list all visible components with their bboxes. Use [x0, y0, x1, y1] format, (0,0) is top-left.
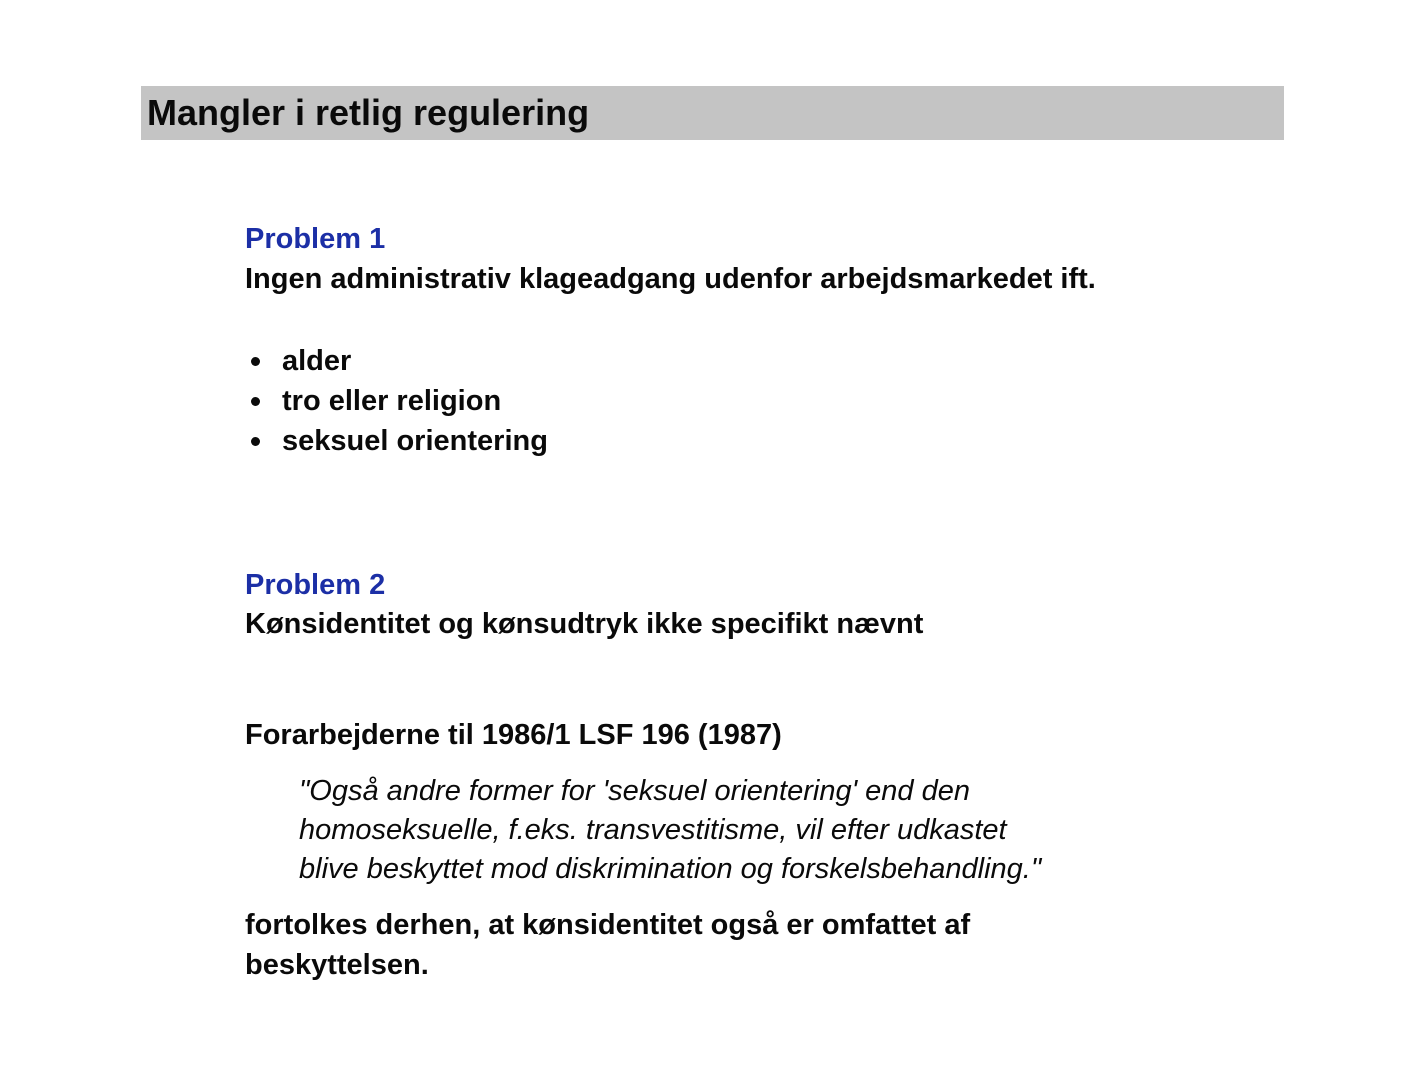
- conclusion-line: fortolkes derhen, at kønsidentitet også er omfattet af: [245, 909, 971, 941]
- problem-1-label: Problem 1: [245, 223, 386, 255]
- bullet-text: alder: [282, 345, 352, 377]
- quote-line: homoseksuelle, f.eks. transvestitisme, vil efter udkastet: [299, 814, 1007, 846]
- reference-heading: Forarbejderne til 1986/1 LSF 196 (1987): [245, 719, 782, 751]
- bullet-text: tro eller religion: [282, 385, 502, 417]
- problem-1-description: Ingen administrativ klageadgang udenfor arbejdsmarkedet ift.: [245, 263, 1096, 295]
- bullet-item: [245, 341, 548, 381]
- bullet-dot-icon: [251, 397, 260, 406]
- quote-line: blive beskyttet mod diskrimination og forskelsbehandling.": [299, 853, 1042, 885]
- bullet-item: [245, 421, 548, 461]
- problem-2-description: Kønsidentitet og kønsudtryk ikke specifikt nævnt: [245, 608, 924, 640]
- conclusion-line: beskyttelsen.: [245, 949, 429, 981]
- bullet-text: seksuel orientering: [282, 425, 548, 457]
- slide-title: Mangler i retlig regulering: [147, 92, 590, 133]
- problem-2-label: Problem 2: [245, 569, 386, 601]
- quote-line: "Også andre former for 'seksuel orientering' end den: [299, 775, 971, 807]
- problem-1-bullet-list: [245, 341, 548, 461]
- conclusion-text: [245, 905, 970, 985]
- bullet-dot-icon: [251, 357, 260, 366]
- title-bar: [141, 86, 1284, 140]
- bullet-dot-icon: [251, 437, 260, 446]
- reference-quote: [299, 772, 1041, 889]
- bullet-item: [245, 381, 548, 421]
